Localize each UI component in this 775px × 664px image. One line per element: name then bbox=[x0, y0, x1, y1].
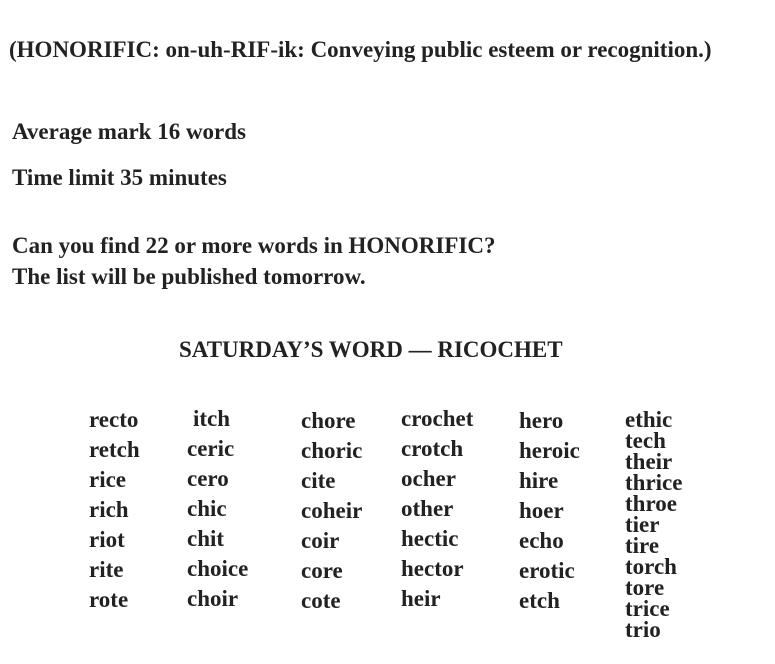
word-list-item: cote bbox=[301, 588, 341, 613]
word-list-item: cero bbox=[187, 466, 229, 491]
word-list-item: their bbox=[625, 449, 673, 474]
word-list-item: hero bbox=[519, 408, 564, 433]
word-list-item: echo bbox=[519, 528, 564, 553]
word-list-item: tire bbox=[625, 533, 660, 558]
word-column-6 bbox=[625, 409, 682, 640]
challenge-question: Can you find 22 or more words in HONORIFIC? bbox=[12, 233, 496, 258]
word-list-item: rice bbox=[89, 467, 127, 492]
word-list-item: choice bbox=[187, 556, 249, 581]
word-list-item: torch bbox=[625, 554, 677, 579]
published-note: The list will be published tomorrow. bbox=[12, 264, 366, 289]
word-list-item: tore bbox=[625, 575, 665, 600]
word-list-item: ocher bbox=[401, 466, 456, 491]
word-list-item: riot bbox=[89, 527, 125, 552]
word-list-item: heir bbox=[401, 586, 441, 611]
word-list-item: coheir bbox=[301, 498, 363, 523]
word-list-item: chore bbox=[301, 408, 356, 433]
word-list-item: hector bbox=[401, 556, 464, 581]
word-list-item: trice bbox=[625, 596, 670, 621]
word-list-item: hectic bbox=[401, 526, 459, 551]
previous-word-heading: SATURDAY’S WORD — RICOCHET bbox=[179, 337, 563, 362]
time-limit: Time limit 35 minutes bbox=[12, 165, 227, 190]
word-list-item: crotch bbox=[401, 436, 464, 461]
word-list-item: choir bbox=[187, 586, 239, 611]
word-list-item: core bbox=[301, 558, 343, 583]
word-list-item: erotic bbox=[519, 558, 575, 583]
word-list-item: itch bbox=[193, 406, 231, 431]
word-definition: (HONORIFIC: on-uh-RIF-ik: Conveying public esteem or recognition.) bbox=[9, 37, 712, 62]
word-column-2 bbox=[187, 404, 248, 614]
word-list-item: trio bbox=[625, 617, 661, 642]
word-list-item: retch bbox=[89, 437, 140, 462]
word-list-item: cite bbox=[301, 468, 336, 493]
word-list-item: hire bbox=[519, 468, 559, 493]
word-list-item: coir bbox=[301, 528, 340, 553]
word-list-item: recto bbox=[89, 407, 139, 432]
word-list-item: ethic bbox=[625, 407, 673, 432]
word-list-item: throe bbox=[625, 491, 677, 516]
word-column-3 bbox=[301, 406, 362, 616]
word-list-item: hoer bbox=[519, 498, 564, 523]
word-list-item: chic bbox=[187, 496, 227, 521]
word-list-item: thrice bbox=[625, 470, 683, 495]
word-list-item: choric bbox=[301, 438, 363, 463]
word-list-item: rite bbox=[89, 557, 124, 582]
word-list-item: other bbox=[401, 496, 454, 521]
word-list-item: tier bbox=[625, 512, 660, 537]
word-list-item: rote bbox=[89, 587, 129, 612]
word-list-item: etch bbox=[519, 588, 560, 613]
word-list-item: heroic bbox=[519, 438, 580, 463]
word-list-item: chit bbox=[187, 526, 225, 551]
word-column-5 bbox=[519, 406, 580, 616]
word-column-4 bbox=[401, 404, 473, 614]
word-list-item: rich bbox=[89, 497, 129, 522]
word-column-1 bbox=[89, 405, 140, 615]
average-mark: Average mark 16 words bbox=[12, 119, 246, 144]
word-list-item: ceric bbox=[187, 436, 235, 461]
word-list-item: crochet bbox=[401, 406, 474, 431]
word-list-item: tech bbox=[625, 428, 666, 453]
